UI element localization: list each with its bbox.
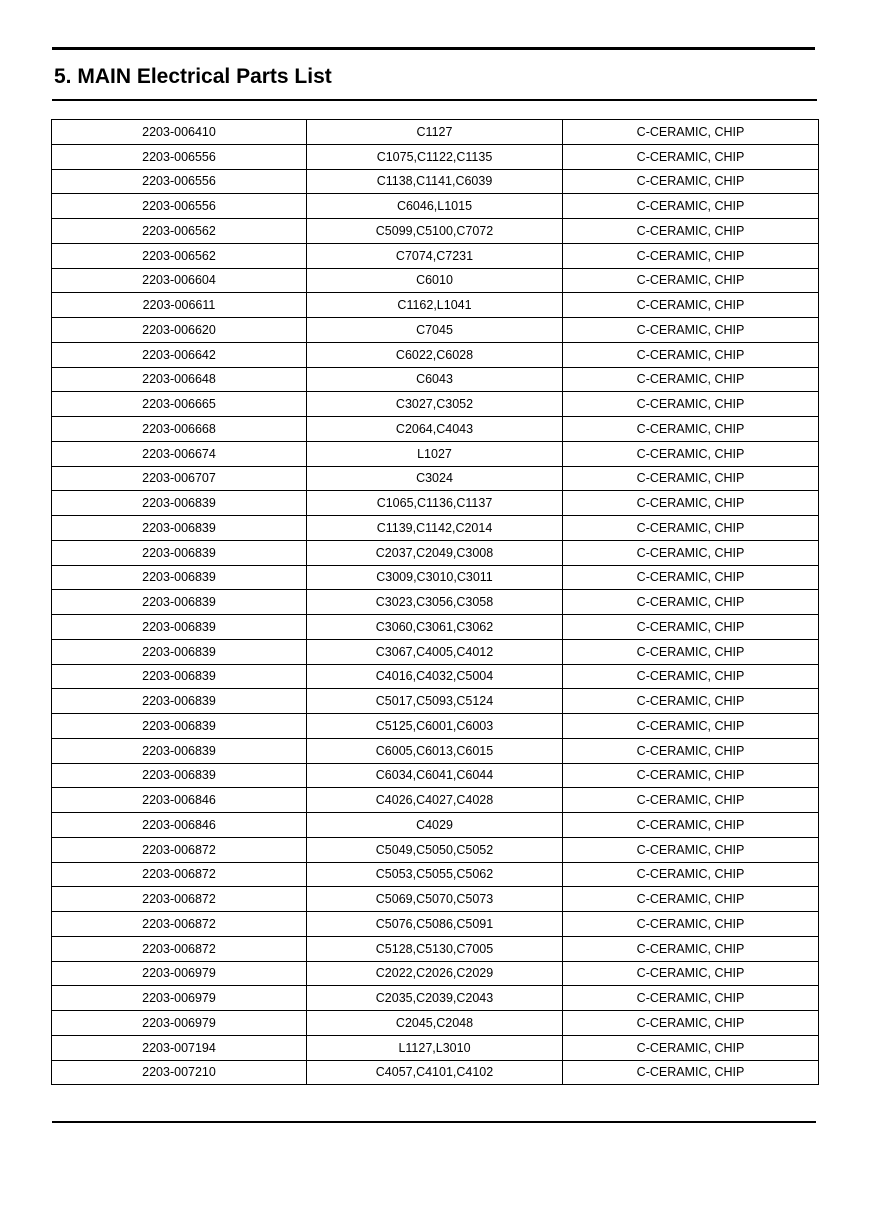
- part-code-cell: 2203-006611: [52, 293, 307, 318]
- part-code-cell: 2203-006556: [52, 144, 307, 169]
- part-code-cell: 2203-006979: [52, 1011, 307, 1036]
- part-location-cell: L1127,L3010: [307, 1035, 563, 1060]
- part-location-cell: C5076,C5086,C5091: [307, 912, 563, 937]
- part-code-cell: 2203-006839: [52, 540, 307, 565]
- part-description-cell: C-CERAMIC, CHIP: [563, 367, 819, 392]
- table-row: [52, 961, 819, 986]
- part-description-cell: C-CERAMIC, CHIP: [563, 813, 819, 838]
- part-code-cell: 2203-006839: [52, 664, 307, 689]
- part-location-cell: C5053,C5055,C5062: [307, 862, 563, 887]
- part-location-cell: C2035,C2039,C2043: [307, 986, 563, 1011]
- part-description-cell: C-CERAMIC, CHIP: [563, 590, 819, 615]
- table-row: [52, 986, 819, 1011]
- part-location-cell: C6005,C6013,C6015: [307, 738, 563, 763]
- part-location-cell: C1127: [307, 120, 563, 145]
- part-code-cell: 2203-006872: [52, 936, 307, 961]
- part-code-cell: 2203-006562: [52, 219, 307, 244]
- part-location-cell: C3067,C4005,C4012: [307, 639, 563, 664]
- page-title: 5. MAIN Electrical Parts List: [54, 65, 332, 88]
- part-description-cell: C-CERAMIC, CHIP: [563, 268, 819, 293]
- part-code-cell: 2203-006674: [52, 441, 307, 466]
- part-code-cell: 2203-006839: [52, 689, 307, 714]
- part-code-cell: 2203-006668: [52, 417, 307, 442]
- table-row: [52, 862, 819, 887]
- part-code-cell: 2203-006979: [52, 961, 307, 986]
- table-row: [52, 318, 819, 343]
- table-row: [52, 392, 819, 417]
- part-description-cell: C-CERAMIC, CHIP: [563, 961, 819, 986]
- part-location-cell: C6010: [307, 268, 563, 293]
- part-location-cell: C5099,C5100,C7072: [307, 219, 563, 244]
- part-code-cell: 2203-006707: [52, 466, 307, 491]
- part-location-cell: C1065,C1136,C1137: [307, 491, 563, 516]
- part-location-cell: C4029: [307, 813, 563, 838]
- part-code-cell: 2203-006872: [52, 837, 307, 862]
- part-description-cell: C-CERAMIC, CHIP: [563, 540, 819, 565]
- table-row: [52, 689, 819, 714]
- part-code-cell: 2203-006556: [52, 169, 307, 194]
- part-location-cell: C6046,L1015: [307, 194, 563, 219]
- part-description-cell: C-CERAMIC, CHIP: [563, 194, 819, 219]
- part-location-cell: C1138,C1141,C6039: [307, 169, 563, 194]
- part-description-cell: C-CERAMIC, CHIP: [563, 664, 819, 689]
- part-description-cell: C-CERAMIC, CHIP: [563, 243, 819, 268]
- part-location-cell: C5049,C5050,C5052: [307, 837, 563, 862]
- table-row: [52, 738, 819, 763]
- table-row: [52, 714, 819, 739]
- table-row: [52, 194, 819, 219]
- table-row: [52, 491, 819, 516]
- part-code-cell: 2203-006839: [52, 516, 307, 541]
- table-row: [52, 120, 819, 145]
- table-row: [52, 144, 819, 169]
- table-row: [52, 837, 819, 862]
- part-description-cell: C-CERAMIC, CHIP: [563, 293, 819, 318]
- part-description-cell: C-CERAMIC, CHIP: [563, 738, 819, 763]
- part-code-cell: 2203-006410: [52, 120, 307, 145]
- part-code-cell: 2203-006872: [52, 912, 307, 937]
- part-description-cell: C-CERAMIC, CHIP: [563, 318, 819, 343]
- table-row: [52, 615, 819, 640]
- part-location-cell: C2064,C4043: [307, 417, 563, 442]
- part-description-cell: C-CERAMIC, CHIP: [563, 763, 819, 788]
- table-row: [52, 516, 819, 541]
- part-description-cell: C-CERAMIC, CHIP: [563, 417, 819, 442]
- part-location-cell: C1162,L1041: [307, 293, 563, 318]
- part-location-cell: C4016,C4032,C5004: [307, 664, 563, 689]
- table-row: [52, 466, 819, 491]
- part-location-cell: C7045: [307, 318, 563, 343]
- part-description-cell: C-CERAMIC, CHIP: [563, 714, 819, 739]
- part-code-cell: 2203-006665: [52, 392, 307, 417]
- part-description-cell: C-CERAMIC, CHIP: [563, 342, 819, 367]
- part-code-cell: 2203-006872: [52, 862, 307, 887]
- part-location-cell: C3027,C3052: [307, 392, 563, 417]
- table-row: [52, 912, 819, 937]
- part-code-cell: 2203-006839: [52, 615, 307, 640]
- table-row: [52, 788, 819, 813]
- part-code-cell: 2203-006872: [52, 887, 307, 912]
- part-description-cell: C-CERAMIC, CHIP: [563, 788, 819, 813]
- part-description-cell: C-CERAMIC, CHIP: [563, 219, 819, 244]
- part-code-cell: 2203-006562: [52, 243, 307, 268]
- part-description-cell: C-CERAMIC, CHIP: [563, 516, 819, 541]
- part-location-cell: C2037,C2049,C3008: [307, 540, 563, 565]
- part-code-cell: 2203-006648: [52, 367, 307, 392]
- part-description-cell: C-CERAMIC, CHIP: [563, 862, 819, 887]
- table-row: [52, 367, 819, 392]
- part-code-cell: 2203-007194: [52, 1035, 307, 1060]
- table-row: [52, 417, 819, 442]
- table-row: [52, 342, 819, 367]
- table-row: [52, 1011, 819, 1036]
- table-row: [52, 243, 819, 268]
- table-row: [52, 219, 819, 244]
- part-code-cell: 2203-006839: [52, 738, 307, 763]
- part-description-cell: C-CERAMIC, CHIP: [563, 837, 819, 862]
- part-description-cell: C-CERAMIC, CHIP: [563, 936, 819, 961]
- part-description-cell: C-CERAMIC, CHIP: [563, 1035, 819, 1060]
- part-description-cell: C-CERAMIC, CHIP: [563, 689, 819, 714]
- part-description-cell: C-CERAMIC, CHIP: [563, 615, 819, 640]
- table-row: [52, 887, 819, 912]
- table-row: [52, 664, 819, 689]
- part-location-cell: L1027: [307, 441, 563, 466]
- part-location-cell: C3023,C3056,C3058: [307, 590, 563, 615]
- table-row: [52, 813, 819, 838]
- table-row: [52, 268, 819, 293]
- part-code-cell: 2203-006556: [52, 194, 307, 219]
- table-row: [52, 936, 819, 961]
- parts-table: [51, 119, 819, 1085]
- part-code-cell: 2203-006839: [52, 639, 307, 664]
- part-description-cell: C-CERAMIC, CHIP: [563, 392, 819, 417]
- part-location-cell: C5128,C5130,C7005: [307, 936, 563, 961]
- part-description-cell: C-CERAMIC, CHIP: [563, 565, 819, 590]
- part-location-cell: C4026,C4027,C4028: [307, 788, 563, 813]
- part-code-cell: 2203-006846: [52, 788, 307, 813]
- part-location-cell: C7074,C7231: [307, 243, 563, 268]
- part-location-cell: C5017,C5093,C5124: [307, 689, 563, 714]
- part-code-cell: 2203-006979: [52, 986, 307, 1011]
- part-description-cell: C-CERAMIC, CHIP: [563, 466, 819, 491]
- part-code-cell: 2203-007210: [52, 1060, 307, 1085]
- part-location-cell: C5125,C6001,C6003: [307, 714, 563, 739]
- part-location-cell: C1075,C1122,C1135: [307, 144, 563, 169]
- part-code-cell: 2203-006839: [52, 491, 307, 516]
- part-code-cell: 2203-006642: [52, 342, 307, 367]
- part-location-cell: C5069,C5070,C5073: [307, 887, 563, 912]
- part-code-cell: 2203-006839: [52, 714, 307, 739]
- table-row: [52, 540, 819, 565]
- part-code-cell: 2203-006846: [52, 813, 307, 838]
- part-description-cell: C-CERAMIC, CHIP: [563, 120, 819, 145]
- part-location-cell: C1139,C1142,C2014: [307, 516, 563, 541]
- part-location-cell: C3024: [307, 466, 563, 491]
- part-code-cell: 2203-006839: [52, 763, 307, 788]
- part-location-cell: C3060,C3061,C3062: [307, 615, 563, 640]
- part-description-cell: C-CERAMIC, CHIP: [563, 639, 819, 664]
- part-location-cell: C4057,C4101,C4102: [307, 1060, 563, 1085]
- part-description-cell: C-CERAMIC, CHIP: [563, 491, 819, 516]
- bottom-rule: [52, 1121, 816, 1123]
- table-row: [52, 441, 819, 466]
- table-row: [52, 590, 819, 615]
- part-code-cell: 2203-006604: [52, 268, 307, 293]
- part-location-cell: C3009,C3010,C3011: [307, 565, 563, 590]
- table-row: [52, 169, 819, 194]
- part-description-cell: C-CERAMIC, CHIP: [563, 1060, 819, 1085]
- part-code-cell: 2203-006839: [52, 565, 307, 590]
- table-row: [52, 293, 819, 318]
- part-description-cell: C-CERAMIC, CHIP: [563, 986, 819, 1011]
- part-location-cell: C6022,C6028: [307, 342, 563, 367]
- part-description-cell: C-CERAMIC, CHIP: [563, 912, 819, 937]
- part-description-cell: C-CERAMIC, CHIP: [563, 169, 819, 194]
- part-description-cell: C-CERAMIC, CHIP: [563, 887, 819, 912]
- part-location-cell: C2022,C2026,C2029: [307, 961, 563, 986]
- part-code-cell: 2203-006620: [52, 318, 307, 343]
- part-location-cell: C6043: [307, 367, 563, 392]
- parts-table-body: [52, 120, 819, 1085]
- table-row: [52, 1035, 819, 1060]
- part-description-cell: C-CERAMIC, CHIP: [563, 144, 819, 169]
- title-rule: [52, 99, 817, 101]
- table-row: [52, 565, 819, 590]
- part-description-cell: C-CERAMIC, CHIP: [563, 441, 819, 466]
- part-location-cell: C6034,C6041,C6044: [307, 763, 563, 788]
- table-row: [52, 1060, 819, 1085]
- part-code-cell: 2203-006839: [52, 590, 307, 615]
- part-location-cell: C2045,C2048: [307, 1011, 563, 1036]
- table-row: [52, 763, 819, 788]
- top-rule: [52, 47, 815, 50]
- table-row: [52, 639, 819, 664]
- part-description-cell: C-CERAMIC, CHIP: [563, 1011, 819, 1036]
